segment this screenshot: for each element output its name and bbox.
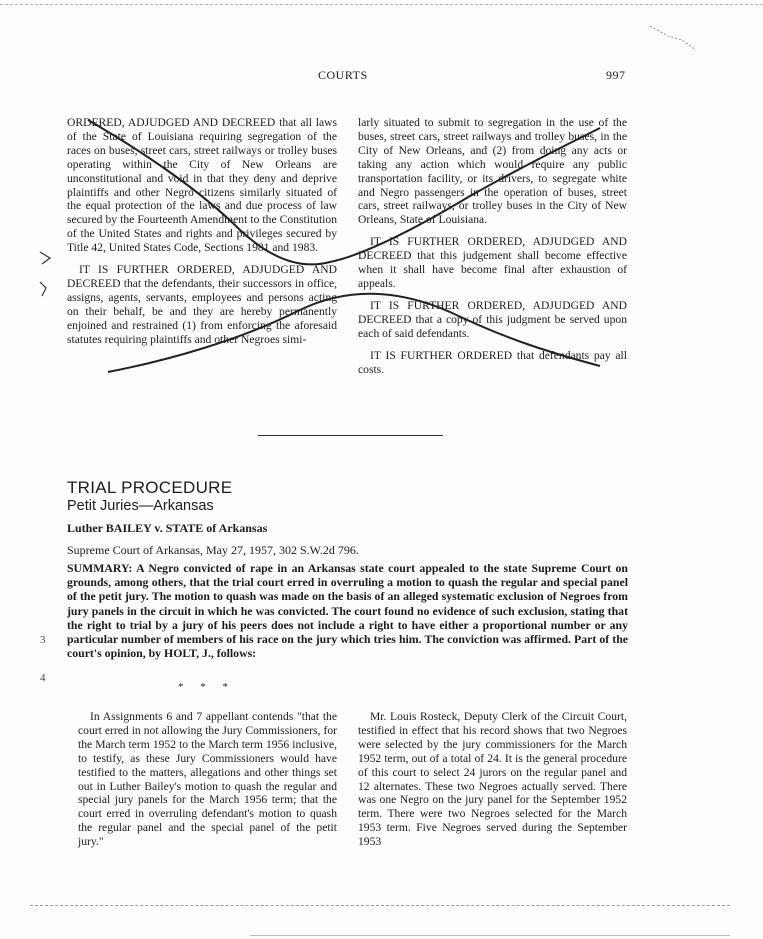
page-number: 997	[606, 68, 626, 82]
section-divider	[258, 435, 443, 436]
opinion-paragraph: In Assignments 6 and 7 appellant contends "that the court erred in not allowing the Jury Commissioners, for the March term 1952 to the March term 1956 inclusive, to testify, as these Jury Commissioners would have testified to the matters, allegations and other things set out in Luther Bailey's motion to quash the regular and special jury panels for the March 1956 term; that the court erred in overruling defendant's motion to quash the regular panel and the special panel of the petit jury."	[78, 710, 337, 849]
order-paragraph: IT IS FURTHER ORDERED, ADJUDGED AND DECREED that the defendants, their successors in office, assigns, agents, servants, employees and persons acting on their behalf, be and they are hereby permanently enjoined and restrained (1) from enforcing the aforesaid statutes requiring plaintiffs and other Negroes simi-	[67, 263, 337, 346]
top-edge-dashes	[0, 4, 763, 5]
opinion-top-right-column	[358, 116, 627, 384]
case-citation: Supreme Court of Arkansas, May 27, 1957, 302 S.W.2d 796.	[67, 543, 359, 557]
section-subtitle: Petit Juries—Arkansas	[67, 498, 214, 514]
opinion-paragraph: Mr. Louis Rosteck, Deputy Clerk of the Circuit Court, testified in effect that his record shows that two Negroes were selected by the jury commissioners for the March 1952 term, out of a total of 24. It is the general procedure of this court to select 24 jurors on the regular panel and 12 alternates. These two Negroes actually served. There was one Negro on the jury panel for the September 1952 term. There were two Negroes selected for the March 1953 term. Five Negroes served during the September 1953	[358, 710, 627, 849]
order-paragraph: IT IS FURTHER ORDERED, ADJUDGED AND DECREED that this judgement shall become effective when it shall have become final after exhaustion of appeals.	[358, 235, 627, 290]
opinion-top-left-column	[67, 116, 337, 355]
opinion-bottom-left-column	[78, 710, 337, 849]
running-head-title: COURTS	[318, 68, 368, 82]
bottom-edge-line	[250, 935, 730, 936]
order-paragraph: larly situated to submit to segregation in the use of the buses, street cars, street railways and trolley buses, in the City of New Orleans, and (2) from doing any acts or taking any action which would require any public transportation facility, or its drivers, to segregate white and Negro passengers in the operation of buses, street cars, street railways, or trolley buses in the City of New Orleans, State of Louisiana.	[358, 116, 627, 227]
case-summary: SUMMARY: A Negro convicted of rape in an Arkansas state court appealed to the state Supreme Court on grounds, among others, that the trial court erred in overruling a motion to quash the regular and special panel of the petit jury. The motion to quash was made on the basis of an alleged systematic exclusion of Negroes from jury panels in the circuit in which he was convicted. The court found no evidence of such exclusion, stating that the right to trial by a jury of his peers does not include a right to have either a proportional number or any particular number of members of his race on the jury which tries him. The conviction was affirmed. Part of the court's opinion, by HOLT, J., follows:	[67, 561, 628, 661]
bottom-edge-dashes	[30, 905, 730, 906]
corner-scribble	[648, 22, 698, 52]
section-title: TRIAL PROCEDURE	[67, 478, 233, 497]
margin-mark: 3	[40, 634, 46, 646]
order-paragraph: IT IS FURTHER ORDERED that defendants pay all costs.	[358, 348, 627, 376]
order-paragraph: ORDERED, ADJUDGED AND DECREED that all laws of the State of Louisiana requiring segregation of the races on buses, street cars, street railways or trolley buses operating within the City of New Orleans are unconstitutional and void in that they deny and deprive plaintiffs and other Negro citizens similarly situated of the equal protection of the laws and due process of law secured by the Fourteenth Amendment to the Constitution of the United States and rights and privileges secured by Title 42, United States Code, Sections 1981 and 1983.	[67, 116, 337, 255]
margin-mark: 4	[40, 672, 46, 684]
omission-marker: * * *	[178, 681, 235, 693]
order-paragraph: IT IS FURTHER ORDERED, ADJUDGED AND DECREED that a copy of this judgment be served upon each of said defendants.	[358, 298, 627, 340]
opinion-bottom-right-column	[358, 710, 627, 849]
case-title: Luther BAILEY v. STATE of Arkansas	[67, 521, 268, 535]
